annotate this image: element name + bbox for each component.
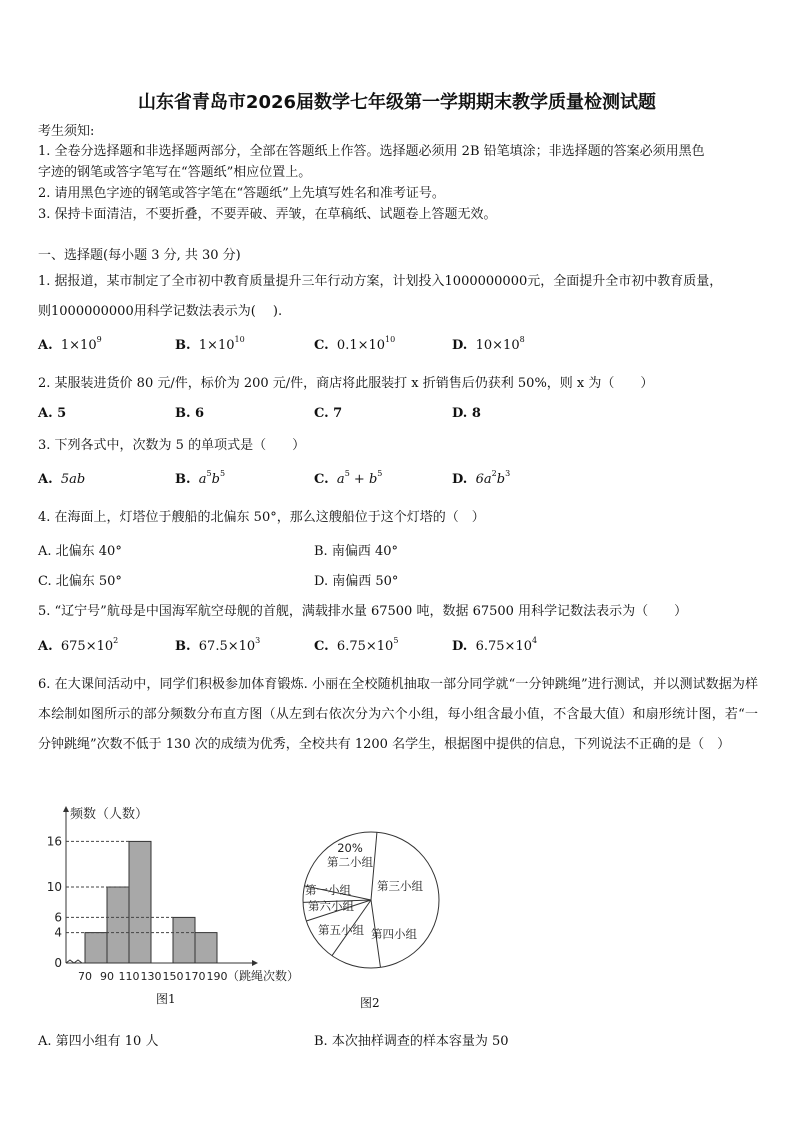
q4-option-b: B. 南偏西 40° <box>314 544 398 559</box>
q4-stem: 4. 在海面上，灯塔位于艘船的北偏东 50°，那么这艘船位于这个灯塔的（ ） <box>38 510 485 525</box>
y-axis-label: 频数（人数） <box>70 807 149 822</box>
x-axis-arrow <box>252 960 258 966</box>
q3-option-c: C. $a^5 + b^5$ <box>314 469 383 487</box>
q5-stem: 5. “辽宁号”航母是中国海军航空母舰的首舰，满载排水量 67500 吨，数据 67500 用科学记数法表示为（ ） <box>38 604 688 619</box>
q6-stem: 6. 在大课间活动中，同学们积极参加体育锻炼. 小丽在全校随机抽取一部分同学就“一分钟跳绳”进行测试，并以测试数据为样本绘制如图所示的部分频数分布直方图（从左到右依次分为六个小组，每小组含最小值，不含最大值）和扇形统计图，若“一分钟跳绳”次数不低于 130 次的成绩为优秀，全校共有 1200 名学生，根据图中提供的信息，下列说法不正确的是（ ） <box>38 677 758 752</box>
pie-slice-label: 第四小组 <box>371 927 417 941</box>
q5-option-a: A. $675\times 10^2$ <box>38 636 119 654</box>
q1-option-c: C. $0.1\times 10^{10}$ <box>314 335 396 353</box>
q2-option-b: B. 6 <box>175 406 205 421</box>
q4-option-a: A. 北偏东 40° <box>38 544 122 559</box>
notice-item-1a: 1. 全卷分选择题和非选择题两部分，全部在答题纸上作答。选择题必须用 2B 铅笔填涂；非选择题的答案必须用黑色 <box>38 144 705 159</box>
q1-stem-line1: 1. 据报道，某市制定了全市初中教育质量提升三年行动方案，计划投入1000000000元，全面提升全市初中教育质量， <box>38 274 723 289</box>
x-axis-label: （跳绳次数） <box>227 969 300 983</box>
q4-option-c: C. 北偏东 50° <box>38 574 122 589</box>
notice-item-3: 3. 保持卡面清洁，不要折叠，不要弄破、弄皱，在草稿纸、试题卷上答题无效。 <box>38 207 497 222</box>
q6-option-b: B. 本次抽样调查的样本容量为 50 <box>314 1034 509 1049</box>
pie-caption: 图2 <box>360 996 380 1010</box>
q1-option-a: A. $1\times 10^9$ <box>38 335 102 353</box>
notice-heading: 考生须知: <box>38 124 95 139</box>
y-tick-label: 10 <box>46 880 62 894</box>
histogram-bar <box>173 917 195 963</box>
x-tick-label: 90 <box>100 970 114 983</box>
histogram-caption: 图1 <box>156 992 176 1006</box>
q5-option-c: C. $6.75\times 10^5$ <box>314 636 399 654</box>
y-axis-arrow <box>63 806 69 812</box>
y-tick-label: 6 <box>54 910 62 925</box>
x-tick-label: 170 <box>184 970 206 983</box>
q1-option-b: B. $1\times 10^{10}$ <box>175 335 245 353</box>
x-tick-label: 130 <box>140 970 162 983</box>
q2-option-a: A. 5 <box>38 406 67 421</box>
pie-slice-label: 第三小组 <box>377 879 423 893</box>
pie-slice-label: 第六小组 <box>308 899 354 913</box>
q3-stem: 3. 下列各式中，次数为 5 的单项式是（ ） <box>38 438 306 453</box>
section-heading: 一、选择题(每小题 3 分, 共 30 分) <box>38 248 241 263</box>
q4-option-d: D. 南偏西 50° <box>314 574 399 589</box>
pie-slice-label: 第一小组 <box>305 883 351 897</box>
histogram-bar <box>129 841 151 963</box>
x-tick-label: 150 <box>162 970 184 983</box>
q3-option-a: A. 5ab <box>38 472 86 487</box>
notice-item-2: 2. 请用黑色字迹的钢笔或答字笔在“答题纸”上先填写姓名和准考证号。 <box>38 186 445 201</box>
y-tick-label: 16 <box>46 834 62 849</box>
histogram-bar <box>195 933 217 963</box>
y-tick-label: 0 <box>54 956 62 970</box>
histogram-bar <box>107 887 129 963</box>
q2-option-d: D. 8 <box>452 406 481 421</box>
x-tick-label: 190 <box>206 970 228 983</box>
q1-stem-line2: 则1000000000用科学记数法表示为( ). <box>38 304 283 319</box>
page-title: 山东省青岛市2026届数学七年级第一学期期末教学质量检测试题 <box>137 92 657 113</box>
histogram-chart <box>40 798 310 983</box>
y-tick-label: 4 <box>54 925 62 940</box>
q6-option-a: A. 第四小组有 10 人 <box>38 1034 159 1049</box>
x-tick-label: 110 <box>118 970 140 983</box>
q3-option-d: D. $6a^2b^3$ <box>452 469 511 487</box>
q5-option-b: B. $67.5\times 10^3$ <box>175 636 261 654</box>
pie-chart <box>298 828 448 978</box>
x-tick-label: 70 <box>78 970 92 983</box>
q2-stem: 2. 某服装进货价 80 元/件，标价为 200 元/件，商店将此服装打 x 折销售后仍获利 50%，则 x 为（ ） <box>38 376 654 391</box>
pie-slice-label: 20%第二小组 <box>327 841 373 869</box>
pie-slice-label: 第五小组 <box>318 923 364 937</box>
notice-item-1b: 字迹的钢笔或答字笔写在“答题纸”相应位置上。 <box>38 165 312 180</box>
q5-option-d: D. $6.75\times 10^4$ <box>452 636 538 654</box>
q3-option-b: B. $a^5b^5$ <box>175 469 226 487</box>
histogram-bar <box>85 933 107 963</box>
q2-option-c: C. 7 <box>314 406 343 421</box>
q1-option-d: D. $10\times 10^8$ <box>452 335 525 353</box>
